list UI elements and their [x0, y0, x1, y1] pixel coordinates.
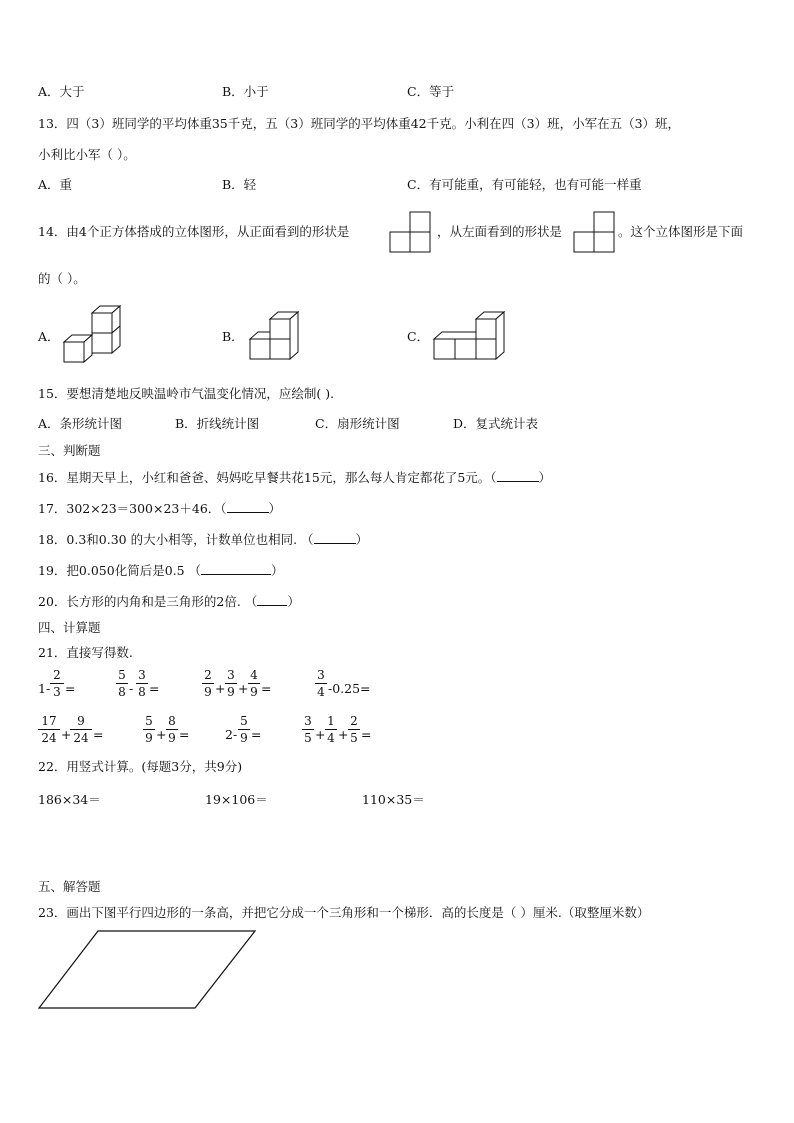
section-3-heading: 三、判断题 [38, 443, 101, 458]
q13-option-a: A．重 [38, 177, 73, 192]
q20 [38, 593, 300, 610]
q14-text-part3: 。这个立体图形是下面 [618, 224, 744, 239]
q21-e4-post: -0.25= [328, 681, 371, 696]
q13-option-b: B．轻 [222, 177, 257, 192]
q21-e1-pre: 1- [38, 681, 51, 696]
q20-text: 20．长方形的内角和是三角形的2倍. （ [38, 594, 258, 609]
q21-e8-post: = [361, 727, 372, 742]
q21-e2-frac1: 5 8 [116, 668, 128, 699]
q13-text-line2: 小利比小军（ ）。 [38, 147, 136, 162]
q21-e5-frac2: 9 24 [70, 714, 92, 745]
q14-text-part2: ，从左面看到的形状是 [437, 224, 563, 239]
q19 [38, 562, 284, 579]
q12-option-a: A．大于 [38, 84, 85, 99]
q21-e3-op2: + [238, 681, 249, 696]
q21-e6-post: = [179, 727, 190, 742]
q21-e5-post: = [93, 727, 104, 742]
q22-title: 22．用竖式计算。(每题3分，共9分) [38, 759, 243, 774]
q12-option-b: B．小于 [222, 84, 269, 99]
q22-calc-2: 19×106＝ [205, 792, 268, 807]
q14-option-c: C． [407, 329, 430, 344]
q21-e1-post: = [65, 681, 76, 696]
q15-option-b: B．折线统计图 [175, 416, 260, 431]
q14-option-a: A． [38, 329, 60, 344]
q14-text-line2: 的（ ）。 [38, 271, 86, 286]
q19-text: 19．把0.050化简后是0.5 （ [38, 563, 202, 578]
q16-answer-blank[interactable] [497, 469, 539, 482]
parallelogram-figure [38, 930, 258, 1010]
q21-e8-op2: + [338, 727, 349, 742]
q23-text: 23．画出下图平行四边形的一条高，并把它分成一个三角形和一个梯形．高的长度是（ ）厘米.（取整厘米数） [38, 905, 650, 920]
q21-e6-frac1: 5 9 [143, 714, 155, 745]
q13-text-line1: 13．四（3）班同学的平均体重35千克，五（3）班同学的平均体重42千克。小利在四（3）班，小军在五（3）班， [38, 116, 681, 131]
cube-figure-c [432, 311, 510, 363]
q16 [38, 469, 551, 486]
q21-e6-op: + [156, 727, 167, 742]
q21-e8-op1: + [315, 727, 326, 742]
q18 [38, 531, 368, 548]
q21-e8-frac1: 3 5 [302, 714, 314, 745]
q21-e6-frac2: 8 9 [166, 714, 178, 745]
cube-figure-b [246, 311, 302, 363]
q21-title: 21．直接写得数. [38, 645, 133, 660]
q13-option-c: C．有可能重，有可能轻，也有可能一样重 [407, 177, 642, 192]
q17-answer-blank[interactable] [227, 500, 269, 513]
q21-e8-frac3: 2 5 [348, 714, 360, 745]
section-5-heading: 五、解答题 [38, 879, 101, 894]
q14-option-b: B． [222, 329, 244, 344]
left-view-figure [574, 211, 618, 253]
q21-e1-frac1: 2 3 [50, 668, 64, 699]
q21-e7-post: = [251, 727, 262, 742]
q18-text: 18．0.3和0.30 的大小相等，计数单位也相同. （ [38, 532, 314, 547]
q18-close: ） [355, 532, 369, 547]
q16-close: ） [538, 470, 552, 485]
q20-close: ） [287, 594, 300, 609]
q16-text: 16．星期天早上，小红和爸爸、妈妈吃早餐共花15元，那么每人肯定都花了5元。（ [38, 470, 497, 485]
section-4-heading: 四、计算题 [38, 620, 101, 635]
q21-e3-frac3: 4 9 [248, 668, 260, 699]
q15-option-d: D．复式统计表 [453, 416, 539, 431]
q21-e7-pre: 2- [225, 727, 238, 742]
q21-e8-frac2: 1 4 [325, 714, 337, 745]
q17-close: ） [268, 501, 282, 516]
q17 [38, 500, 281, 517]
q18-answer-blank[interactable] [314, 531, 356, 544]
q14-text-part1: 14．由4个正方体搭成的立体图形，从正面看到的形状是 [38, 224, 350, 239]
cube-figure-a [62, 305, 124, 367]
q21-e3-frac1: 2 9 [202, 668, 214, 699]
q21-e5-op: + [61, 727, 72, 742]
q15-text: 15．要想清楚地反映温岭市气温变化情况，应绘制( ). [38, 386, 335, 401]
q21-e4-frac1: 3 4 [315, 668, 327, 699]
q17-text: 17．302×23＝300×23＋46．（ [38, 501, 227, 516]
q21-e2-frac2: 3 8 [136, 668, 148, 699]
q21-e2-op: - [129, 681, 134, 696]
q20-answer-blank[interactable] [257, 593, 287, 606]
q12-option-c: C．等于 [407, 84, 455, 99]
q19-close: ） [271, 563, 284, 578]
q22-calc-3: 110×35＝ [362, 792, 425, 807]
q21-e3-post: = [261, 681, 272, 696]
q21-e3-op1: + [215, 681, 226, 696]
q19-answer-blank[interactable] [201, 562, 271, 575]
q21-e2-post: = [149, 681, 160, 696]
q21-e3-frac2: 3 9 [225, 668, 237, 699]
q21-e5-frac1: 17 24 [38, 714, 60, 745]
front-view-figure [390, 211, 434, 253]
q15-option-a: A．条形统计图 [38, 416, 123, 431]
q21-e7-frac1: 5 9 [238, 714, 250, 745]
q22-calc-1: 186×34＝ [38, 792, 101, 807]
q15-option-c: C．扇形统计图 [315, 416, 400, 431]
